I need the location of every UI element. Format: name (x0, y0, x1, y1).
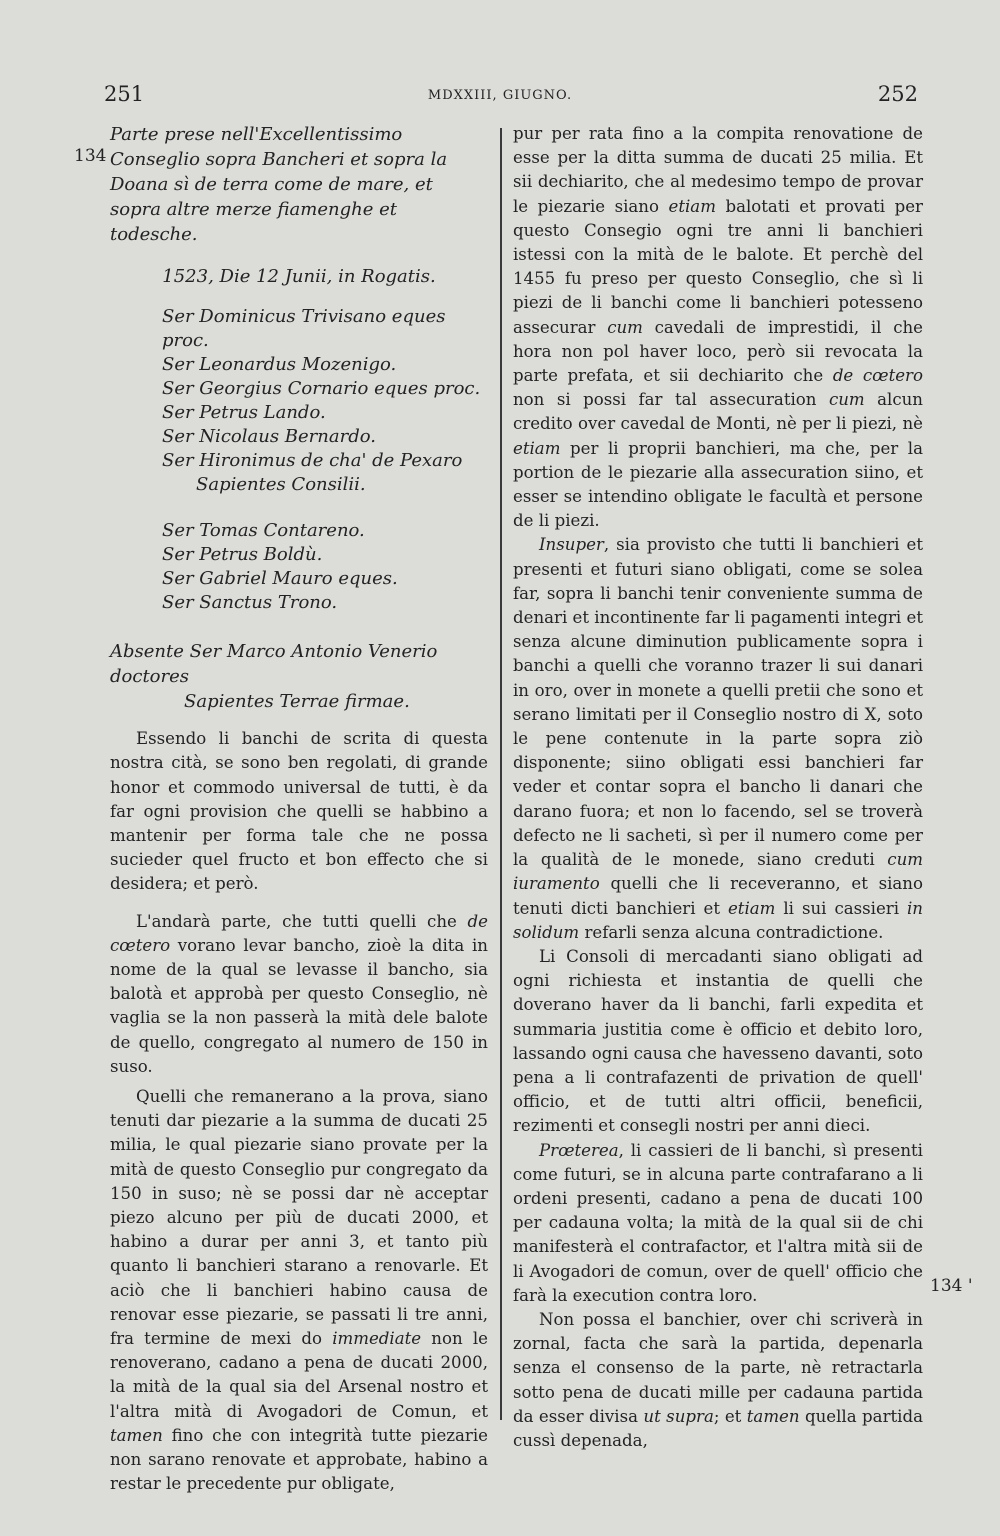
absente-line: Sapientes Terrae firmae. (184, 691, 410, 713)
absente-line: Absente Ser Marco Antonio Venerio doctores (110, 641, 438, 688)
name-entry: Ser Sanctus Trono. (162, 592, 338, 614)
name-entry: Ser Hironimus de cha' de Pexaro (162, 450, 463, 472)
page-header (0, 82, 1000, 112)
page-number-left: 251 (104, 82, 145, 106)
column-divider (500, 128, 502, 1420)
paragraph: Li Consoli di mercadanti siano obligati ad ogni richiesta et instantia de quelli che doverano haver da li banchi, farli expedita et summaria justitia come è officio et debito loro, lassando ogni causa che havesseno davanti, soto pena a li contrafazenti de privation de quell' officio, et de tutti altri officii, beneficii, rezimenti et consegli nostri per anni dieci. (513, 946, 923, 1136)
session-date: 1523, Die 12 Junii, in Rogatis. (162, 266, 436, 287)
name-entry: Ser Tomas Contareno. (162, 520, 365, 542)
second-names-list (110, 519, 488, 615)
name-entry: Ser Georgius Cornario eques proc. (162, 378, 481, 400)
paragraph: pur per rata fino a la compita renovatione de esse per la ditta summa de ducati 25 milia. Et sii dechiarito, che al medesimo tempo de provar le piezarie siano etiam balotati et provati per questo Consegio ogni tre anni li banchieri istessi con la mità de le balote. Et perchè del 1455 fu preso per questo Conseglio, che sì li piezi de li banchi come li banchieri potesseno assecurar cum cavedali de imprestidi, il che hora non pol haver loco, però sii revocata la parte prefata, et sii dechiarito che de cœtero non si possi far tal assecuration cum alcun credito over cavedal de Monti, nè per li piezi, nè etiam per li proprii banchieri, ma che, per la portion de le piezarie alla assecuration siino, et esser se intendino obligate le facultà et persone de li piezi. (513, 124, 923, 531)
rubric-title: Parte prese nell'Excellentissimo Conseglio sopra Bancheri et sopra la Doana sì de terra come de mare, et sopra altre merze fiamenghe et todesche. (110, 124, 448, 245)
page-number-right: 252 (877, 82, 918, 106)
absente-note (110, 639, 488, 714)
name-entry: Ser Petrus Lando. (162, 402, 326, 424)
paragraph: Essendo li banchi de scrita di questa nostra cità, se sono ben regolati, di grande honor et commodo universal de tutti, è da far ogni provision che quelli se habbino a mantenir per forma tale che ne possa sucieder quel fructo et bon effecto che si desidera; et però. (110, 729, 488, 894)
margin-number-left: 134 (74, 146, 107, 166)
left-column (110, 122, 488, 1497)
name-entry: Ser Leonardus Mozenigo. (162, 354, 397, 376)
margin-number-right: 134 ' (930, 1276, 973, 1296)
paragraph: Prœterea, li cassieri de li banchi, sì presenti come futuri, se in alcuna parte contrafarano a li ordeni presenti, cadano a pena de ducati 100 per cadauna volta; la mità de la qual sii de chi manifesterà el contrafactor, et l'altra mità sii de li Avogadori de comun, over de quell' officio che farà la execution contra loro. (513, 1140, 923, 1305)
name-entry: Ser Petrus Boldù. (162, 544, 323, 566)
group-label: Sapientes Consilii. (196, 474, 366, 496)
name-entry: Ser Gabriel Mauro eques. (162, 568, 398, 590)
name-entry: Ser Nicolaus Bernardo. (162, 426, 376, 448)
running-title: MDXXIII, GIUGNO. (427, 88, 573, 103)
name-entry: Ser Dominicus Trivisano eques proc. (162, 306, 446, 352)
paragraph: Insuper, sia provisto che tutti li banchieri et presenti et futuri siano obligati, come se solea far, sopra li banchi tenir conveniente summa de denari et incontinente far li pagamenti integri et senza alcune diminution publicamente sopra i banchi a quelli che voranno trazer li sui danari in oro, over in monete a quelli pretii che sono et serano limitati per il Conseglio nostro di X, soto le pene contenute in la parte sopra ziò disponente; siino obligati essi banchieri far veder et contar sopra el bancho li danari che darano fuora; et non lo facendo, sel se troverà defecto ne li sacheti, sì per il numero come per la qualità de le monede, siano creduti cum iuramento quelli che li receveranno, et siano tenuti dicti banchieri et etiam li sui cassieri in solidum refarli senza alcuna contradictione. (513, 535, 923, 942)
paragraph: Quelli che remanerano a la prova, siano tenuti dar piezarie a la summa de ducati 25 milia, le qual piezarie siano provate per la mità de questo Conseglio pur congregato da 150 in suso; nè se possi dar nè acceptar piezo alcuno per più de ducati 2000, et habino a durar per anni 3, et tanto più quanto li banchieri starano a renovarle. Et aciò che li banchieri habino causa de renovar esse piezarie, se passati li tre anni, fra termine de mexi do immediate non le renoverano, cadano a pena de ducati 2000, la mità de la qual sia del Arsenal nostro et l'altra mità di Avogadori de Comun, et tamen fino che con integrità tutte piezarie non sarano renovate et approbate, habino a restar le precedente pur obligate, (110, 1087, 488, 1494)
right-column (513, 122, 923, 1453)
paragraph: L'andarà parte, che tutti quelli che de cœtero vorano levar bancho, zioè la dita in nome de la qual se levasse il bancho, sia balotà et approbà per questo Conseglio, nè vaglia se la non passerà la mità dele balote de quello, congregato al numero de 150 in suso. (110, 911, 488, 1076)
sapientes-consilii-list (110, 305, 488, 497)
paragraph: Non possa el banchier, over chi scriverà in zornal, facta che sarà la partida, depenarla senza el consenso de la parte, nè retractarla sotto pena de ducati mille per cadauna partida da esser divisa ut supra; et tamen quella partida cussì depenada, (513, 1309, 923, 1450)
